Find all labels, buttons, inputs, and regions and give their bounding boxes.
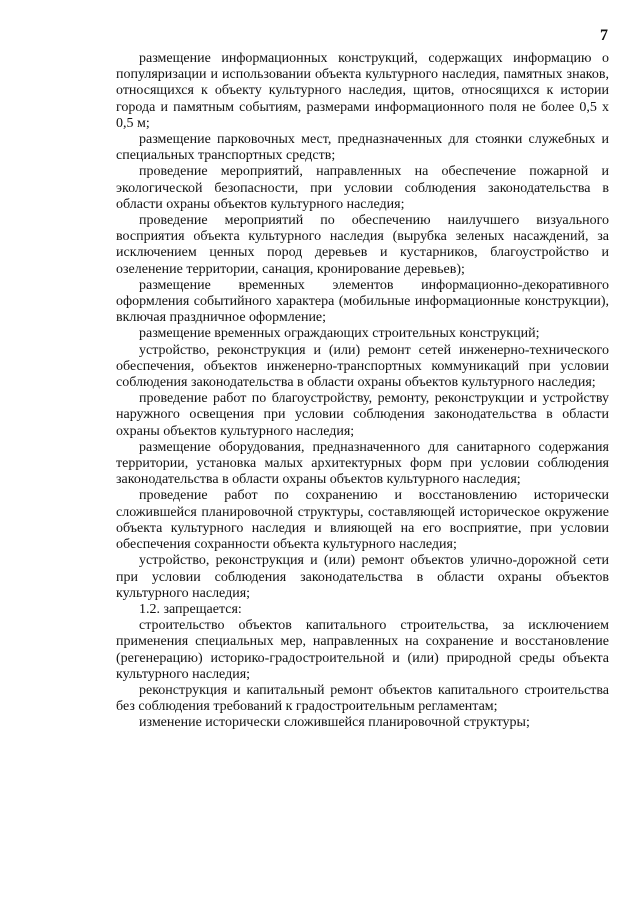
paragraph: размещение временных элементов информационно-декоративного оформления событийного характера (мобильные информационные конструкции), включая праздничное оформление; (116, 277, 609, 326)
paragraph: размещение парковочных мест, предназначенных для стоянки служебных и специальных транспортных средств; (116, 132, 609, 164)
paragraph: проведение работ по благоустройству, ремонту, реконструкции и устройству наружного освещения при условии соблюдения законодательства в области охраны объектов культурного наследия; (116, 391, 609, 439)
paragraph: размещение информационных конструкций, содержащих информацию о популяризации и использовании объекта культурного наследия, памятных знаков, относящихся к объекту культурного наследия, щитов, относящихся к истории города и памятным событиям, размерами информационного поля не более 0,5 х 0,5 м; (116, 51, 609, 131)
paragraph: устройство, реконструкция и (или) ремонт объектов улично-дорожной сети при условии соблюдения законодательства в области охраны объектов культурного наследия; (116, 553, 609, 601)
section-heading: 1.2. запрещается: (139, 601, 242, 617)
paragraph: размещение оборудования, предназначенного для санитарного содержания территории, установка малых архитектурных форм при условии соблюдения законодательства в области охраны объектов культурного наследия; (116, 439, 609, 488)
page-number: 7 (600, 27, 608, 44)
paragraph: строительство объектов капитального строительства, за исключением применения специальных мер, направленных на сохранение и восстановление (регенерацию) историко-градостроительной и (или) природной среды объекта культурного наследия; (116, 618, 609, 682)
paragraph: размещение временных ограждающих строительных конструкций; (139, 326, 540, 342)
document-body (116, 51, 609, 732)
paragraph: проведение мероприятий по обеспечению наилучшего визуального восприятия объекта культурного наследия (вырубка зеленых насаждений, за исключением ценных пород деревьев и кустарников, благоустройство и озеленение территории, санация, кронирование деревьев); (116, 213, 609, 277)
paragraph: изменение исторически сложившейся планировочной структуры; (139, 715, 530, 731)
paragraph: реконструкция и капитальный ремонт объектов капитального строительства без соблюдения требований к градостроительным регламентам; (116, 682, 609, 715)
paragraph: устройство, реконструкция и (или) ремонт сетей инженерно-технического обеспечения, объектов инженерно-транспортных коммуникаций при условии соблюдения законодательства в области охраны объектов культурного наследия; (116, 342, 609, 391)
paragraph: проведение мероприятий, направленных на обеспечение пожарной и экологической безопасности, при условии соблюдения законодательства в области охраны объектов культурного наследия; (116, 164, 609, 212)
paragraph: проведение работ по сохранению и восстановлению исторически сложившейся планировочной структуры, составляющей историческое окружение объекта культурного наследия и влияющей на его восприятие, при условии обеспечения сохранности объекта культурного наследия; (116, 488, 609, 553)
